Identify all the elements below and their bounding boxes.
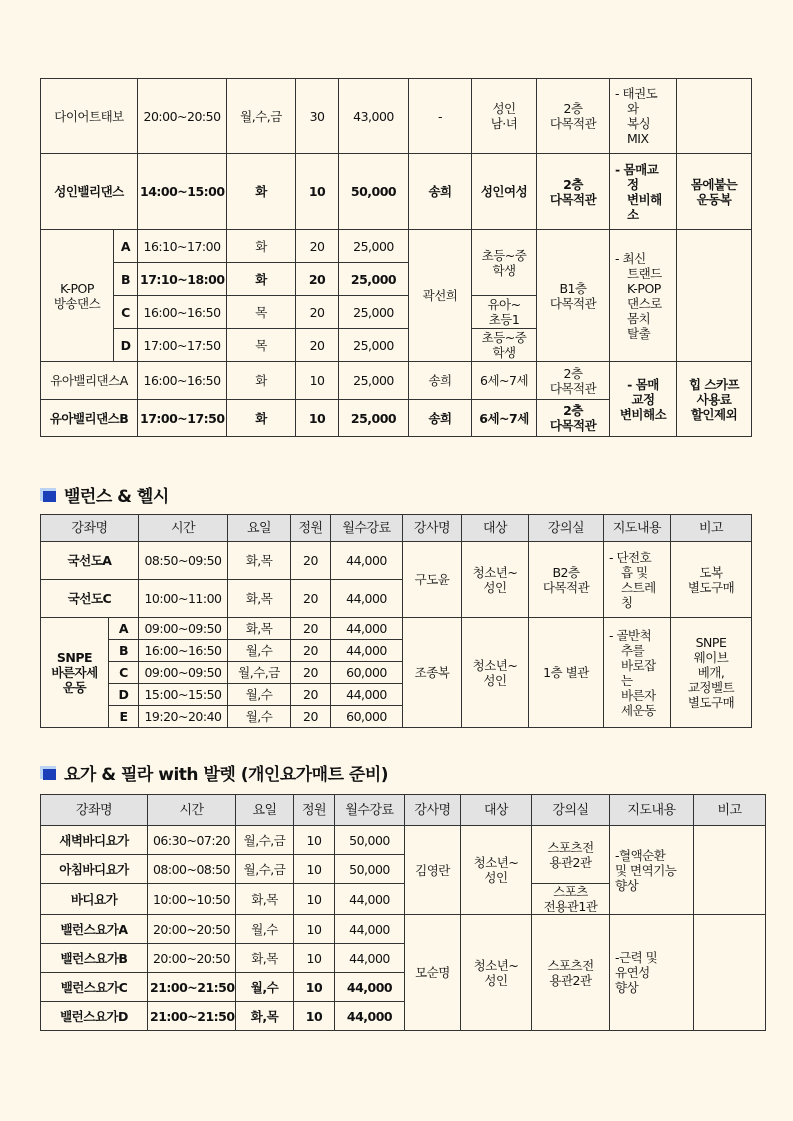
sub-label: D — [109, 684, 139, 706]
time-cell: 09:00~09:50 — [139, 618, 228, 640]
header-cell: 강의실 — [529, 515, 604, 542]
instructor-cell: 곽선희 — [409, 230, 472, 362]
capacity-cell: 10 — [296, 400, 339, 437]
content-cell: -근력 및 유연성 향상 — [610, 915, 694, 1031]
table-row — [41, 618, 752, 640]
target-cell: 성인여성 — [472, 154, 537, 230]
capacity-cell: 20 — [291, 662, 331, 684]
header-cell: 월수강료 — [335, 795, 405, 826]
sub-label: D — [114, 329, 138, 362]
days-cell: 월,수,금 — [228, 662, 291, 684]
course-name: 밸런스요가C — [41, 973, 148, 1002]
fee-cell: 25,000 — [339, 329, 409, 362]
time-cell: 17:00~17:50 — [138, 329, 227, 362]
fee-cell: 60,000 — [331, 662, 403, 684]
time-cell: 09:00~09:50 — [139, 662, 228, 684]
room-cell: 스포츠 전용관1관 — [532, 884, 610, 915]
fee-cell: 44,000 — [331, 640, 403, 662]
fee-cell: 44,000 — [335, 1002, 405, 1031]
fee-cell: 44,000 — [335, 915, 405, 944]
header-cell: 지도내용 — [604, 515, 671, 542]
room-cell: 2층 다목적관 — [537, 79, 610, 154]
room-cell: 1층 별관 — [529, 618, 604, 728]
header-cell: 시간 — [148, 795, 236, 826]
time-cell: 16:10~17:00 — [138, 230, 227, 263]
sub-label: C — [114, 296, 138, 329]
time-cell: 10:00~10:50 — [148, 884, 236, 915]
room-cell: 2층 다목적관 — [537, 154, 610, 230]
content-cell: - 몸매 교정 변비해소 — [610, 362, 677, 437]
sub-label: B — [114, 263, 138, 296]
content-cell: - 단전호 흡 및 스트레 칭 — [604, 542, 671, 618]
dance-table — [40, 78, 752, 437]
capacity-cell: 20 — [291, 580, 331, 618]
capacity-cell: 20 — [291, 640, 331, 662]
instructor-cell: 송희 — [409, 154, 472, 230]
table-row — [41, 542, 752, 580]
time-cell: 21:00~21:50 — [148, 973, 236, 1002]
capacity-cell: 20 — [296, 329, 339, 362]
square-bullet-icon — [40, 766, 56, 780]
time-cell: 16:00~16:50 — [139, 640, 228, 662]
note-cell: 몸에붙는 운동복 — [677, 154, 752, 230]
note-cell — [694, 915, 766, 1031]
days-cell: 화 — [227, 400, 296, 437]
target-cell: 초등~중 학생 — [472, 230, 537, 296]
days-cell: 화,목 — [228, 618, 291, 640]
balance-table — [40, 514, 752, 728]
days-cell: 목 — [227, 329, 296, 362]
capacity-cell: 20 — [291, 684, 331, 706]
capacity-cell: 10 — [294, 884, 335, 915]
course-name: 국선도C — [41, 580, 139, 618]
instructor-cell: 모순명 — [405, 915, 461, 1031]
time-cell: 15:00~15:50 — [139, 684, 228, 706]
fee-cell: 25,000 — [339, 230, 409, 263]
header-cell: 시간 — [139, 515, 228, 542]
fee-cell: 44,000 — [331, 580, 403, 618]
time-cell: 20:00~20:50 — [138, 79, 227, 154]
time-cell: 21:00~21:50 — [148, 1002, 236, 1031]
target-cell: 초등~중 학생 — [472, 329, 537, 362]
time-cell: 16:00~16:50 — [138, 296, 227, 329]
fee-cell: 50,000 — [335, 826, 405, 855]
days-cell: 월,수,금 — [227, 79, 296, 154]
capacity-cell: 20 — [296, 296, 339, 329]
capacity-cell: 20 — [296, 263, 339, 296]
fee-cell: 25,000 — [339, 400, 409, 437]
fee-cell: 25,000 — [339, 362, 409, 400]
course-name: 밸런스요가D — [41, 1002, 148, 1031]
header-cell: 비고 — [694, 795, 766, 826]
instructor-cell: 송희 — [409, 362, 472, 400]
note-cell — [677, 79, 752, 154]
course-name: 유아밸리댄스A — [41, 362, 138, 400]
days-cell: 화,목 — [228, 542, 291, 580]
instructor-cell: 송희 — [409, 400, 472, 437]
time-cell: 10:00~11:00 — [139, 580, 228, 618]
capacity-cell: 20 — [291, 542, 331, 580]
content-cell: - 태권도 와 복싱 MIX — [610, 79, 677, 154]
course-name: SNPE 바른자세 운동 — [41, 618, 109, 728]
note-cell: 도복 별도구매 — [671, 542, 752, 618]
sub-label: C — [109, 662, 139, 684]
instructor-cell: - — [409, 79, 472, 154]
capacity-cell: 10 — [294, 855, 335, 884]
header-cell: 강의실 — [532, 795, 610, 826]
fee-cell: 44,000 — [335, 973, 405, 1002]
sub-label: E — [109, 706, 139, 728]
table-row — [41, 826, 766, 855]
days-cell: 월,수 — [236, 973, 294, 1002]
target-cell: 유아~ 초등1 — [472, 296, 537, 329]
time-cell: 08:50~09:50 — [139, 542, 228, 580]
days-cell: 화,목 — [236, 944, 294, 973]
days-cell: 월,수,금 — [236, 855, 294, 884]
instructor-cell: 김영란 — [405, 826, 461, 915]
course-name: 밸런스요가B — [41, 944, 148, 973]
days-cell: 화,목 — [236, 1002, 294, 1031]
header-cell: 비고 — [671, 515, 752, 542]
time-cell: 20:00~20:50 — [148, 915, 236, 944]
course-name: 아침바디요가 — [41, 855, 148, 884]
days-cell: 목 — [227, 296, 296, 329]
course-name: 다이어트태보 — [41, 79, 138, 154]
course-name: 성인밸리댄스 — [41, 154, 138, 230]
capacity-cell: 10 — [294, 1002, 335, 1031]
room-cell: B2층 다목적관 — [529, 542, 604, 618]
fee-cell: 50,000 — [335, 855, 405, 884]
square-bullet-icon — [40, 488, 56, 502]
target-cell: 청소년~ 성인 — [461, 915, 532, 1031]
header-cell: 지도내용 — [610, 795, 694, 826]
header-cell: 대상 — [462, 515, 529, 542]
room-cell: 스포츠전 용관2관 — [532, 826, 610, 884]
course-name: 새벽바디요가 — [41, 826, 148, 855]
days-cell: 월,수 — [228, 684, 291, 706]
instructor-cell: 조종복 — [403, 618, 462, 728]
table-row — [41, 230, 752, 263]
capacity-cell: 30 — [296, 79, 339, 154]
time-cell: 14:00~15:00 — [138, 154, 227, 230]
course-name: 바디요가 — [41, 884, 148, 915]
note-cell: SNPE 웨이브 베개, 교정벨트 별도구매 — [671, 618, 752, 728]
course-name: K-POP 방송댄스 — [41, 230, 114, 362]
section-title-balance — [40, 482, 169, 507]
time-cell: 17:00~17:50 — [138, 400, 227, 437]
table-row — [41, 362, 752, 400]
header-cell: 대상 — [461, 795, 532, 826]
days-cell: 화 — [227, 263, 296, 296]
capacity-cell: 20 — [296, 230, 339, 263]
time-cell: 16:00~16:50 — [138, 362, 227, 400]
room-cell: 2층 다목적관 — [537, 400, 610, 437]
fee-cell: 44,000 — [335, 884, 405, 915]
days-cell: 월,수 — [228, 640, 291, 662]
header-cell: 강사명 — [403, 515, 462, 542]
table-row — [41, 154, 752, 230]
fee-cell: 25,000 — [339, 263, 409, 296]
target-cell: 6세~7세 — [472, 400, 537, 437]
note-cell — [694, 826, 766, 915]
target-cell: 청소년~ 성인 — [461, 826, 532, 915]
capacity-cell: 10 — [294, 826, 335, 855]
target-cell: 청소년~ 성인 — [462, 618, 529, 728]
course-name: 국선도A — [41, 542, 139, 580]
header-cell: 정원 — [294, 795, 335, 826]
days-cell: 화,목 — [236, 884, 294, 915]
table-header — [41, 515, 752, 542]
yoga-table — [40, 794, 766, 1031]
table-header — [41, 795, 766, 826]
target-cell: 청소년~ 성인 — [462, 542, 529, 618]
header-cell: 요일 — [236, 795, 294, 826]
section-title-text: 밸런스 & 헬시 — [64, 487, 169, 507]
header-cell: 강좌명 — [41, 795, 148, 826]
note-cell — [677, 230, 752, 362]
target-cell: 6세~7세 — [472, 362, 537, 400]
fee-cell: 44,000 — [331, 618, 403, 640]
capacity-cell: 10 — [294, 915, 335, 944]
days-cell: 월,수 — [236, 915, 294, 944]
capacity-cell: 20 — [291, 618, 331, 640]
days-cell: 화 — [227, 230, 296, 263]
capacity-cell: 10 — [294, 973, 335, 1002]
header-cell: 강좌명 — [41, 515, 139, 542]
note-cell: 힙 스카프 사용료 할인제외 — [677, 362, 752, 437]
target-cell: 성인 남·녀 — [472, 79, 537, 154]
header-cell: 강사명 — [405, 795, 461, 826]
content-cell: - 골반척 추를 바로잡 는 바른자 세운동 — [604, 618, 671, 728]
course-name: 밸런스요가A — [41, 915, 148, 944]
course-name: 유아밸리댄스B — [41, 400, 138, 437]
fee-cell: 50,000 — [339, 154, 409, 230]
days-cell: 화 — [227, 362, 296, 400]
capacity-cell: 10 — [294, 944, 335, 973]
content-cell: - 최신 트랜드 K-POP 댄스로 몸치 탈출 — [610, 230, 677, 362]
time-cell: 08:00~08:50 — [148, 855, 236, 884]
section-title-text: 요가 & 필라 with 발렛 (개인요가매트 준비) — [64, 765, 389, 785]
instructor-cell: 구도윤 — [403, 542, 462, 618]
days-cell: 화,목 — [228, 580, 291, 618]
capacity-cell: 10 — [296, 154, 339, 230]
fee-cell: 44,000 — [335, 944, 405, 973]
days-cell: 월,수,금 — [236, 826, 294, 855]
time-cell: 06:30~07:20 — [148, 826, 236, 855]
table-row — [41, 79, 752, 154]
time-cell: 17:10~18:00 — [138, 263, 227, 296]
capacity-cell: 20 — [291, 706, 331, 728]
time-cell: 20:00~20:50 — [148, 944, 236, 973]
table-row — [41, 915, 766, 944]
room-cell: 2층 다목적관 — [537, 362, 610, 400]
sub-label: A — [114, 230, 138, 263]
content-cell: - 몸매교 정 변비해 소 — [610, 154, 677, 230]
room-cell: B1층 다목적관 — [537, 230, 610, 362]
room-cell: 스포츠전 용관2관 — [532, 915, 610, 1031]
header-cell: 월수강료 — [331, 515, 403, 542]
days-cell: 화 — [227, 154, 296, 230]
fee-cell: 25,000 — [339, 296, 409, 329]
fee-cell: 44,000 — [331, 684, 403, 706]
days-cell: 월,수 — [228, 706, 291, 728]
fee-cell: 44,000 — [331, 542, 403, 580]
sub-label: A — [109, 618, 139, 640]
header-cell: 정원 — [291, 515, 331, 542]
fee-cell: 60,000 — [331, 706, 403, 728]
time-cell: 19:20~20:40 — [139, 706, 228, 728]
content-cell: -혈액순환 및 면역기능 향상 — [610, 826, 694, 915]
header-cell: 요일 — [228, 515, 291, 542]
capacity-cell: 10 — [296, 362, 339, 400]
section-title-yoga — [40, 760, 388, 785]
fee-cell: 43,000 — [339, 79, 409, 154]
sub-label: B — [109, 640, 139, 662]
